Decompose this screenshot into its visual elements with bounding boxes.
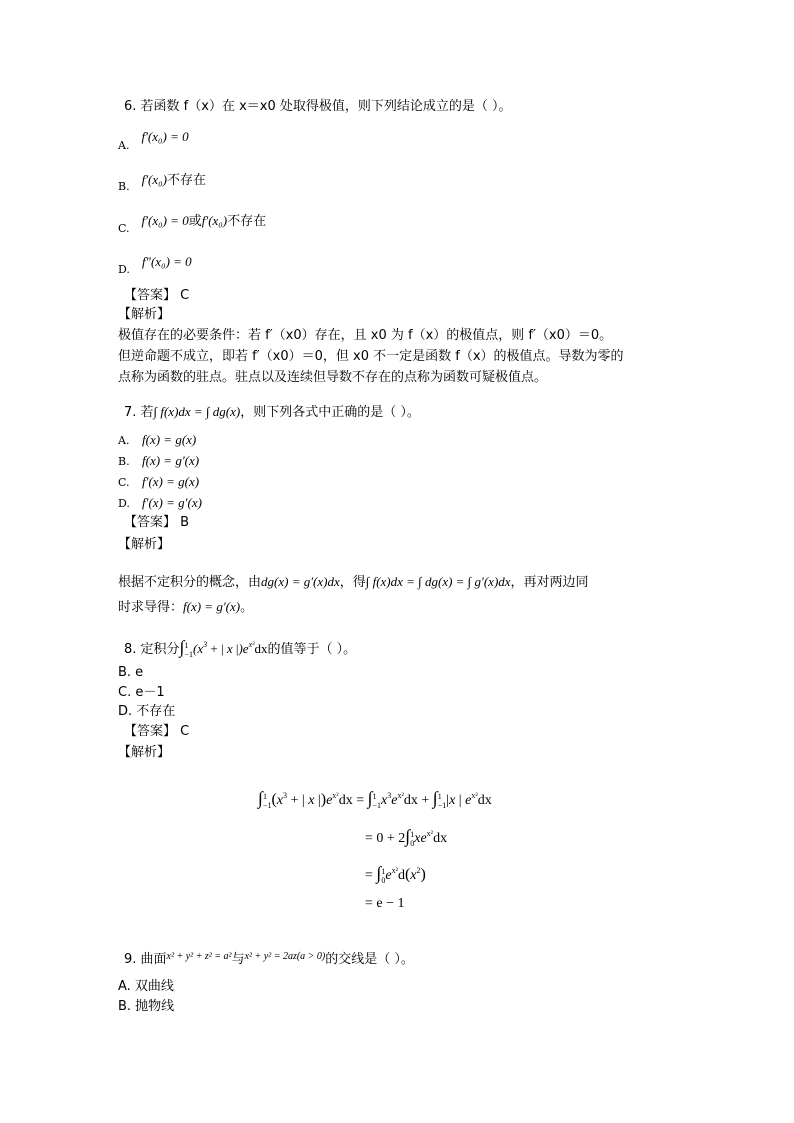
q7-stem [124,403,420,422]
analysis-text: ，得 [339,575,366,590]
q8-option-c: C. e－1 [118,685,165,700]
q6-analysis-line: 但逆命题不成立，即若 f′（x0）＝0，但 x0 不一定是函数 f（x）的极值点。导数为零的 [118,349,624,364]
option-math: f′(x) = g(x) [142,474,200,489]
option-label: C. [118,222,130,235]
analysis-text: 时求导得： [118,600,184,615]
q8-equation-line4: = e − 1 [365,896,405,911]
option-math: f′(x) = g′(x) [142,495,202,510]
option-math: f′(x₀) [201,213,228,228]
q6-option-a [118,128,189,155]
q8-equation-line1: ∫1 $-1(x^3$ + | x $|)e^{x^2}dx = \int 1$ $-1x^3e^{x^2}dx + \int 1$ −1|x | $e^{x^2}dx$ [258,788,492,810]
option-label: D. [118,497,130,510]
option-label: A. [118,139,130,152]
option-math: f′(x₀) = 0 [141,129,189,144]
q6-option-d [118,253,192,279]
analysis-math: ∫ f(x)dx = ∫ dg(x) = ∫ g′(x)dx [365,574,511,589]
q6-answer: 【答案】 C [124,288,190,303]
option-math: f′(x₀) = 0 [141,213,189,228]
option-label: B. [118,180,130,193]
option-label: B. [118,455,130,468]
stem-text: 的交线是（ ）。 [325,952,414,967]
analysis-text: 根据不定积分的概念，由 [118,575,262,590]
q8-analysis-title: 【解析】 [118,745,171,760]
q8-option-d: D. 不存在 [118,704,176,719]
option-text: 或 [188,214,202,229]
stem-integral: ∫1 $-1(x^3$ + | x $|)e^{x^2}dx$ [179,637,268,660]
option-label: D. [118,263,130,276]
eq-text: = 0 + 2 [365,831,406,846]
option-math: f″(x₀) = 0 [141,254,192,269]
q8-equation-line2: = 0 + 2∫1 $0xe^{x^2}dx$ [365,826,448,848]
stem-math: x² + y² = 2az(a > 0) [244,951,326,962]
q7-analysis-title: 【解析】 [118,537,171,552]
q7-option-d [118,494,202,513]
stem-text: 与 [231,952,245,967]
q8-answer: 【答案】 C [124,724,190,739]
stem-math: ∫ f(x)dx = ∫ dg(x) [153,404,241,419]
q7-analysis-line2 [118,598,253,617]
q7-answer: 【答案】 B [124,515,190,530]
stem-text: 的值等于（ ）。 [267,642,357,657]
q7-analysis-line1 [118,573,589,592]
q9-option-a: A. 双曲线 [118,979,174,994]
option-text: 不存在 [227,214,267,229]
option-label: C. [118,476,130,489]
q6-option-b [118,171,206,196]
q6-analysis-line: 极值存在的必要条件：若 f′（x0）存在，且 x0 为 f（x）的极值点，则 f′（x0）＝0。 [118,328,613,343]
stem-math: x² + y² + z² = a² [166,951,232,962]
analysis-math: dg(x) = g′(x)dx [261,574,340,589]
q9-stem [124,948,414,969]
stem-text: 8. 定积分 [124,642,180,657]
q8-equation-line3: = ∫1 $0e^{x^2}d(x^2)$ [365,863,426,885]
q6-option-c [118,212,266,238]
q6-stem: 6. 若函数 f（x）在 x＝x0 处取得极值，则下列结论成立的是（ ）。 [124,99,512,114]
analysis-math: f(x) = g′(x) [183,599,241,614]
analysis-text: 。 [240,600,254,615]
q8-stem [124,636,356,659]
stem-text: 7. 若 [124,405,154,420]
stem-text: ，则下列各式中正确的是（ ）。 [240,405,420,420]
stem-text: 9. 曲面 [124,952,167,967]
q7-option-c [118,473,199,492]
q6-analysis-title: 【解析】 [118,307,171,322]
q7-option-a [118,431,196,450]
option-math: f(x) = g(x) [142,432,197,447]
option-math: f′(x₀) [141,172,167,187]
option-text: 不存在 [167,173,207,188]
analysis-text: ，再对两边同 [510,575,589,590]
q8-option-b: B. e [118,665,144,680]
option-math: f(x) = g′(x) [142,453,200,468]
option-label: A. [118,434,130,447]
q6-analysis-line: 点称为函数的驻点。驻点以及连续但导数不存在的点称为函数可疑极值点。 [118,370,548,385]
q9-option-b: B. 抛物线 [118,999,175,1014]
q7-option-b [118,452,199,471]
